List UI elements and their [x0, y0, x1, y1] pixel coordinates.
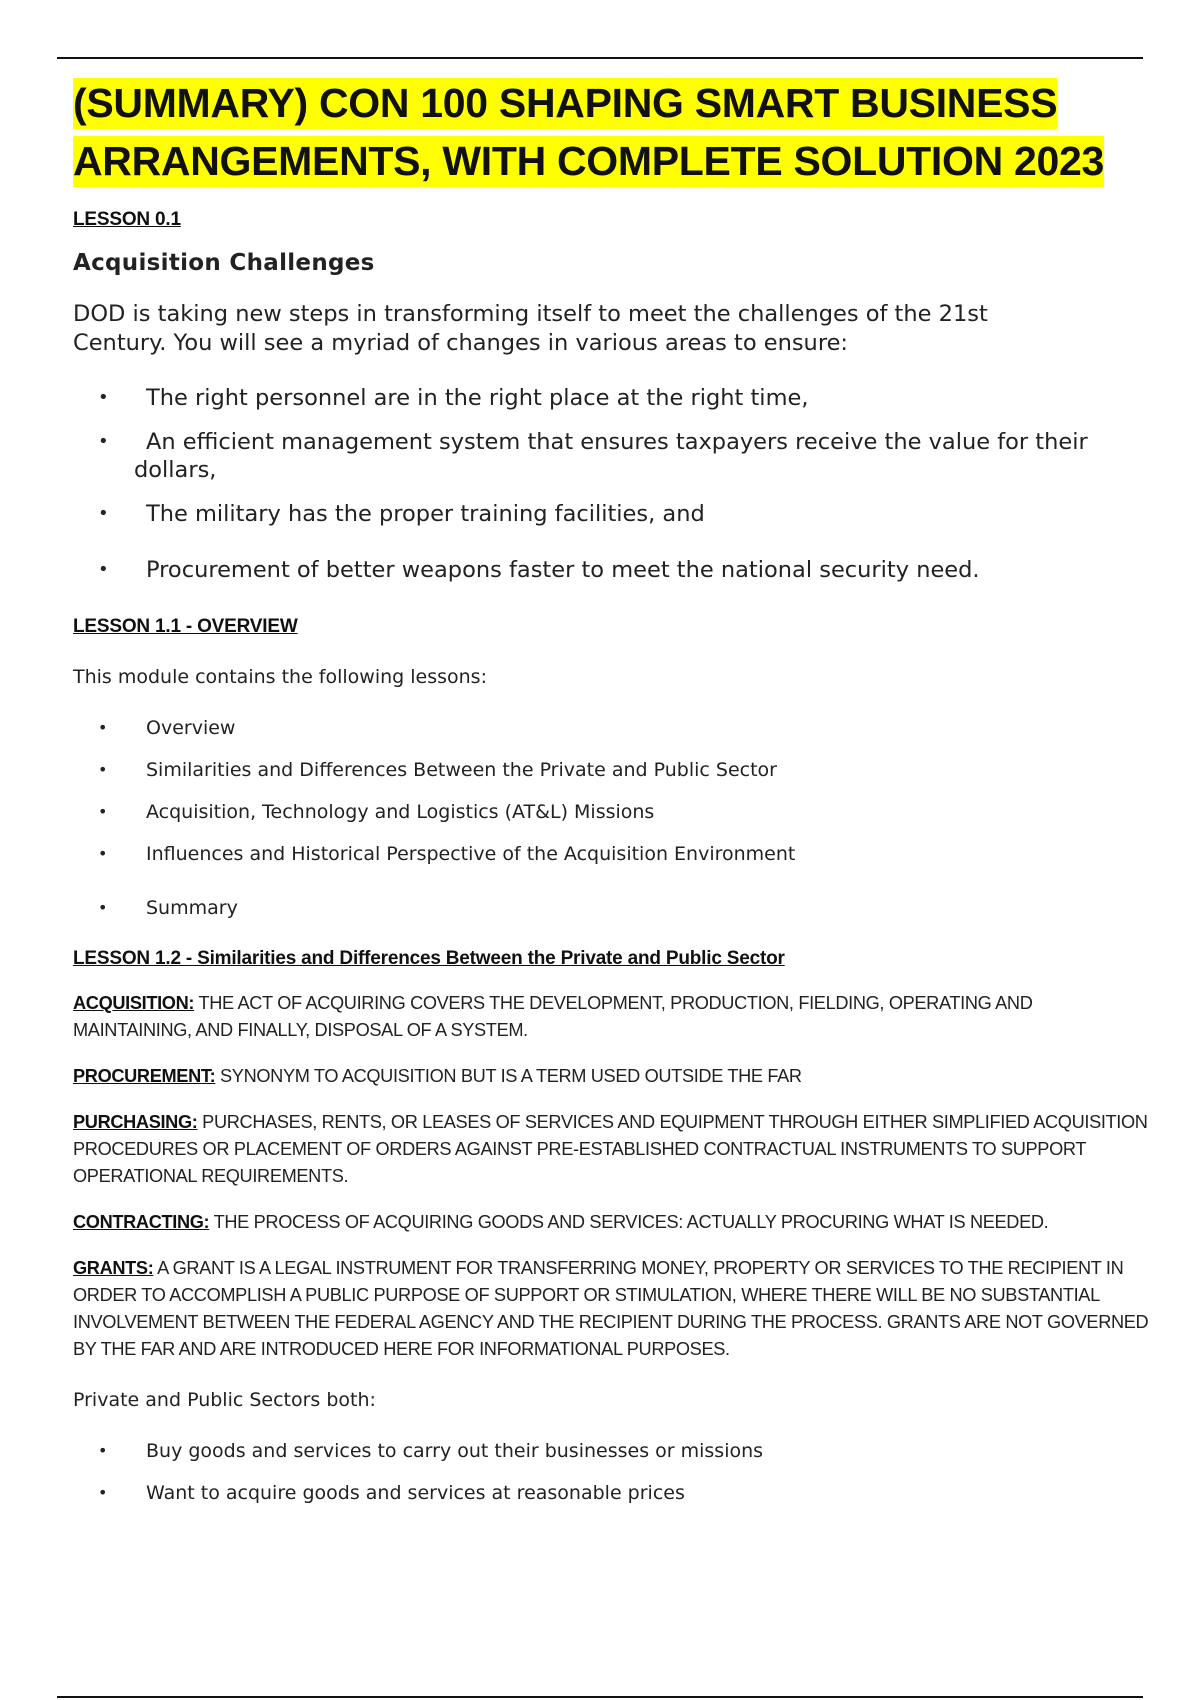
definition-text: THE PROCESS OF ACQUIRING GOODS AND SERVICES: ACTUALLY PROCURING WHAT IS NEEDED. — [209, 1212, 1049, 1232]
title-line-2: ARRANGEMENTS, WITH COMPLETE SOLUTION 2023 — [73, 136, 1104, 187]
list-item-text: Buy goods and services to carry out their businesses or missions — [146, 1440, 764, 1462]
definition-text: PURCHASES, RENTS, OR LEASES OF SERVICES AND EQUIPMENT THROUGH EITHER SIMPLIFIED ACQUISITION PROCEDURES OR PLACEMENT OF ORDERS AGAINST PRE-ESTABLISHED CONTRACTUAL INSTRUMENTS TO SUPPORT OPERATIONAL REQUIREMENTS. — [73, 1112, 1148, 1186]
lesson-0-1-intro — [73, 300, 1153, 358]
list-item-text: The military has the proper training facilities, and — [146, 501, 705, 527]
definition-procurement — [73, 1063, 1153, 1090]
definition-term: GRANTS: — [73, 1258, 154, 1278]
title-line-1: (SUMMARY) CON 100 SHAPING SMART BUSINESS — [73, 78, 1057, 129]
list-item — [73, 896, 1153, 920]
bullet-icon: • — [98, 1483, 108, 1502]
bullet-icon: • — [98, 503, 109, 524]
list-item-text: Procurement of better weapons faster to meet the national security need. — [146, 557, 980, 583]
lesson-0-1-heading: LESSON 0.1 — [73, 209, 181, 230]
definition-text: SYNONYM TO ACQUISITION BUT IS A TERM USED OUTSIDE THE FAR — [215, 1066, 802, 1086]
bullet-icon: • — [98, 387, 109, 408]
list-item — [73, 556, 1153, 584]
list-item-text: An efficient management system that ensures taxpayers receive the value for their — [146, 429, 1088, 455]
definition-term: PURCHASING: — [73, 1112, 198, 1132]
bullet-icon: • — [98, 718, 108, 737]
bullet-icon: • — [98, 431, 109, 452]
bullet-icon: • — [98, 844, 108, 863]
bullet-icon: • — [98, 1441, 108, 1460]
definition-purchasing — [73, 1109, 1153, 1190]
list-item-text: Overview — [146, 717, 236, 739]
lesson-1-1-intro: This module contains the following lessons: — [73, 666, 487, 688]
list-item-text: Influences and Historical Perspective of the Acquisition Environment — [146, 843, 796, 865]
bullet-icon: • — [98, 760, 108, 779]
page-content — [73, 74, 1153, 1505]
bullet-icon: • — [98, 898, 108, 917]
challenges-list — [73, 384, 1153, 584]
list-item — [73, 384, 1153, 412]
acquisition-challenges-heading: Acquisition Challenges — [73, 250, 375, 276]
definition-contracting — [73, 1209, 1153, 1236]
list-item — [73, 716, 1153, 740]
top-rule — [57, 57, 1143, 59]
document-title — [73, 74, 1153, 190]
sectors-both-list — [73, 1439, 1153, 1505]
list-item-text-continuation: dollars, — [134, 457, 217, 483]
list-item-text: Want to acquire goods and services at reasonable prices — [146, 1482, 685, 1504]
list-item — [73, 500, 1153, 528]
list-item — [73, 800, 1153, 824]
list-item — [73, 758, 1153, 782]
module-lessons-list — [73, 716, 1153, 920]
definition-grants — [73, 1255, 1153, 1363]
definition-term: ACQUISITION: — [73, 993, 195, 1013]
bullet-icon: • — [98, 802, 108, 821]
intro-line-1: DOD is taking new steps in transforming itself to meet the challenges of the 21st — [73, 301, 988, 327]
list-item-text: Acquisition, Technology and Logistics (AT&L) Missions — [146, 801, 655, 823]
list-item — [73, 1439, 1153, 1463]
bullet-icon: • — [98, 559, 109, 580]
intro-line-2: Century. You will see a myriad of changes in various areas to ensure: — [73, 330, 848, 356]
list-item — [73, 842, 1153, 866]
list-item-text: Similarities and Differences Between the Private and Public Sector — [146, 759, 777, 781]
lesson-1-1-heading: LESSON 1.1 - OVERVIEW — [73, 616, 298, 637]
sectors-both-intro: Private and Public Sectors both: — [73, 1389, 376, 1411]
definition-term: PROCUREMENT: — [73, 1066, 216, 1086]
definition-acquisition — [73, 990, 1153, 1044]
definition-text: THE ACT OF ACQUIRING COVERS THE DEVELOPMENT, PRODUCTION, FIELDING, OPERATING AND MAINTAINING, AND FINALLY, DISPOSAL OF A SYSTEM. — [73, 993, 1033, 1040]
definition-text: A GRANT IS A LEGAL INSTRUMENT FOR TRANSFERRING MONEY, PROPERTY OR SERVICES TO THE RECIPIENT IN ORDER TO ACCOMPLISH A PUBLIC PURPOSE OF SUPPORT OR STIMULATION, WHERE THERE WILL BE NO SUBSTANTIAL INVOLVEMENT BETWEEN THE FEDERAL AGENCY AND THE RECIPIENT DURING THE PROCESS. GRANTS ARE NOT GOVERNED BY THE FAR AND ARE INTRODUCED HERE FOR INFORMATIONAL PURPOSES. — [73, 1258, 1149, 1359]
list-item-text: The right personnel are in the right place at the right time, — [146, 385, 809, 411]
bottom-rule — [57, 1696, 1143, 1698]
lesson-1-2-heading: LESSON 1.2 - Similarities and Differences Between the Private and Public Sector — [73, 948, 785, 969]
list-item-text: Summary — [146, 897, 238, 919]
list-item — [73, 1481, 1153, 1505]
list-item — [73, 428, 1153, 484]
definition-term: CONTRACTING: — [73, 1212, 210, 1232]
